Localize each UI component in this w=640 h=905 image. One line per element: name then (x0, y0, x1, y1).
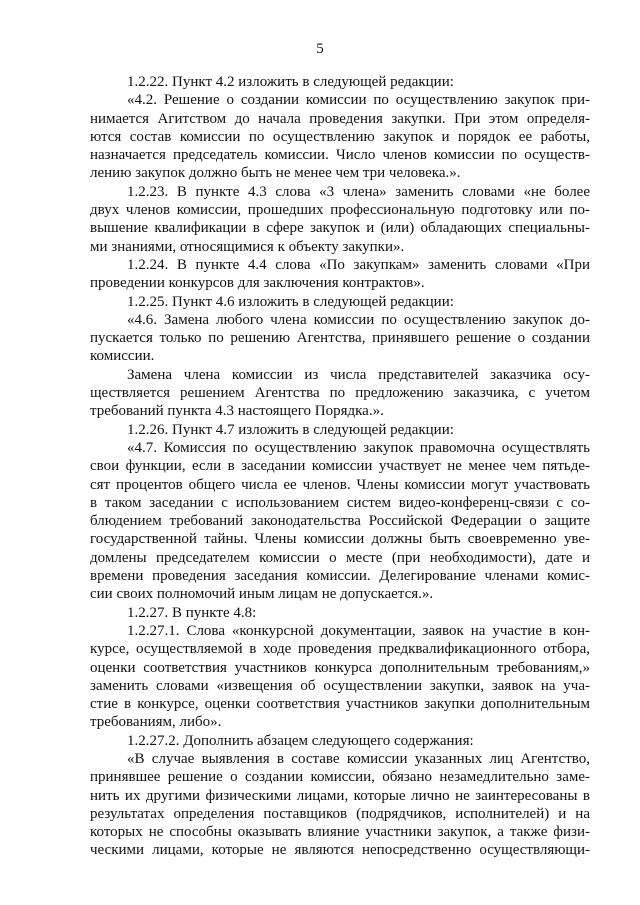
text-line: сии своих полномочий иным лицам не допускается.». (90, 586, 434, 603)
text-line: двух членов комиссии, прошедших профессиональную подготовку или по- (90, 202, 590, 219)
text-line: «4.7. Комиссия по осуществлению закупок правомочна осуществлять (127, 439, 590, 456)
text-line: ществляется решением Агентства по предложению заказчика, с учетом (90, 385, 590, 402)
text-line: требований пункта 4.3 настоящего Порядка.». (90, 403, 384, 420)
text-line: комиссии. (90, 348, 155, 365)
text-line: 1.2.26. Пункт 4.7 изложить в следующей редакции: (127, 421, 454, 438)
text-line: результатах определения поставщиков (подрядчиков, исполнителей) и на (90, 805, 590, 822)
text-line: «В случае выявления в составе комиссии указанных лиц Агентство, (127, 750, 590, 767)
text-line: 1.2.22. Пункт 4.2 изложить в следующей редакции: (127, 74, 454, 90)
text-line: курсе, осуществляемой в ходе проведения предквалификационного отбора, (90, 641, 590, 658)
text-line: оценки соответствия участников конкурса дополнительным требованиям,» (90, 659, 590, 676)
text-line: вышение квалификации в сфере закупок и (или) обладающих специальны- (90, 220, 590, 237)
text-line: 1.2.25. Пункт 4.6 изложить в следующей редакции: (127, 293, 454, 310)
text-line: 1.2.23. В пункте 4.3 слова «3 члена» заменить словами «не более (127, 183, 590, 200)
text-line: Замена члена комиссии из числа представителей заказчика осу- (127, 366, 590, 383)
text-line: принявшее решение о создании комиссии, обязано незамедлительно заме- (90, 769, 590, 786)
text-line: которых не способны оказывать влияние участники закупок, а также физи- (90, 824, 590, 841)
text-line: «4.6. Замена любого члена комиссии по осуществлению закупок до- (127, 311, 590, 328)
text-line: 1.2.27.2. Дополнить абзацем следующего содержания: (127, 732, 474, 749)
text-line: нить их другими физическими лицами, которые лично не заинтересованы в (90, 787, 590, 804)
text-line: требованиям, либо». (90, 714, 222, 731)
text-line: 1.2.24. В пункте 4.4 слова «По закупкам» заменить словами «При (127, 256, 590, 273)
text-line: «4.2. Решение о создании комиссии по осуществлению закупок при- (127, 92, 590, 109)
text-line: ческими лицами, которые не являются непосредственно осуществляющи- (90, 842, 590, 859)
text-line: в таком заседании с использованием систем видео-конференц-связи с со- (90, 494, 590, 511)
text-line: заменить словами «извещения об осуществлении закупки, заявок на уча- (90, 677, 590, 694)
text-line: сят процентов общего числа ее членов. Члены комиссии могут участвовать (90, 476, 590, 493)
text-line: ются состав комиссии по осуществлению закупок и порядок ее работы, (90, 128, 590, 145)
text-line: свои функции, если в заседании комиссии участвует не менее чем пятьде- (90, 458, 590, 475)
text-line: ми знаниями, относящимися к объекту закупки». (90, 238, 405, 255)
text-line: 1.2.27. В пункте 4.8: (127, 604, 257, 621)
text-line: назначается председатель комиссии. Число членов комиссии по осуществ- (90, 147, 590, 164)
text-line: лению закупок должно быть не менее чем три человека.». (90, 165, 461, 182)
page-number: 5 (316, 41, 324, 57)
text-line: нимается Агитством до начала проведения закупки. При этом определя- (90, 110, 590, 127)
text-line: домлены председателем комиссии о месте (при необходимости), дате и (90, 549, 590, 566)
text-line: времени проведения заседания комиссии. Делегирование членами комис- (90, 568, 590, 585)
text-line: проведении конкурсов для заключения контрактов». (90, 275, 425, 292)
text-line: стие в конкурсе, оценки соответствия участников закупки дополнительным (90, 696, 590, 713)
text-line: 1.2.27.1. Слова «конкурсной документации, заявок на участие в кон- (127, 622, 590, 639)
text-line: государственной тайны. Члены комиссии должны быть своевременно уве- (90, 531, 590, 548)
text-line: пускается только по решению Агентства, принявшего решение о создании (90, 330, 590, 347)
document-body (90, 73, 590, 860)
text-line: блюдением требований законодательства Российской Федерации о защите (90, 513, 590, 530)
